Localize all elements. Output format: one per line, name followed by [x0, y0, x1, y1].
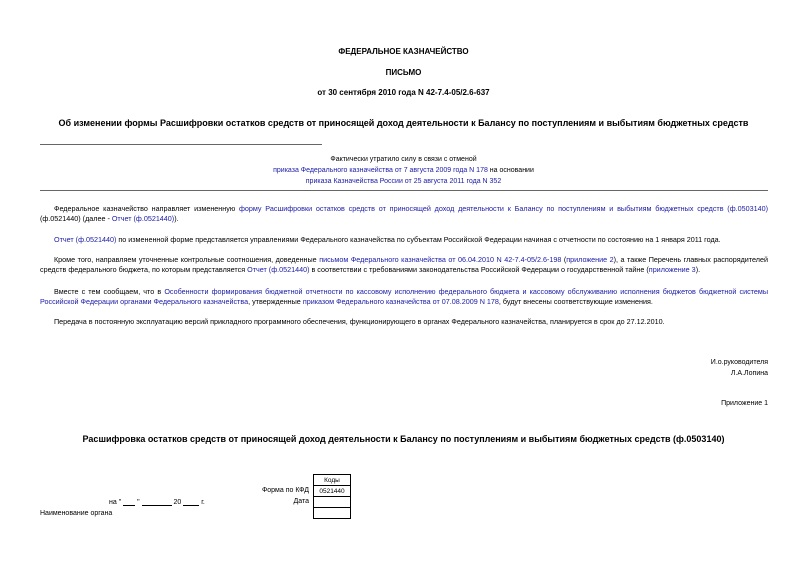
link-appendix-2[interactable]: приложение 2 [566, 255, 614, 264]
date-on-label: на " [109, 499, 122, 506]
paragraph-5 [40, 317, 768, 327]
p2-text-1: по измененной форме представляется управлениями Федерального казначейства по субъектам Российской Федерации начиная с отчетности по состоянию на 1 января 2011 года. [116, 235, 721, 244]
paragraph-3 [40, 255, 768, 275]
form-okud-label: Форма по КФД [261, 487, 309, 494]
year-prefix: 20 [173, 499, 182, 506]
divider-long [40, 190, 768, 191]
document-type: ПИСЬМО [385, 68, 422, 77]
link-order-178[interactable]: приказом Федерального казначейства от 07.08.2009 N 178 [302, 297, 499, 306]
codes-table [313, 474, 351, 519]
status-note-line3 [0, 176, 807, 187]
link-report-0521440-2[interactable]: Отчет (ф.0521440) [54, 235, 117, 244]
p1-text-1: Федеральное казначейство направляет измененную [54, 204, 239, 213]
p4-text-3: , будут внесены соответствующие изменения. [498, 297, 653, 306]
year-field[interactable] [183, 497, 199, 506]
year-suffix: г. [201, 499, 205, 506]
org-name-label: Наименование органа [40, 510, 113, 517]
day-field[interactable] [123, 497, 135, 506]
p4-text-1: Вместе с тем сообщаем, что в [54, 287, 165, 296]
p3-text-2: ( [561, 255, 567, 264]
status-note-link-order-178[interactable]: приказа Федерального казначейства от 7 августа 2009 года N 178 [273, 167, 488, 174]
appendix-title: Расшифровка остатков средств от приносящей доход деятельности к Балансу по поступлениям и выбытиям бюджетных средств (ф.0503140) [82, 434, 725, 444]
codes-header-row [314, 475, 351, 486]
date-label: Дата [293, 498, 309, 505]
codes-date-row [314, 497, 351, 508]
month-field[interactable] [142, 497, 172, 506]
codes-header: Коды [314, 475, 351, 486]
codes-form-row [314, 486, 351, 497]
status-note-link-order-352[interactable]: приказа Казначейства России от 25 августа 2011 года N 352 [305, 178, 502, 185]
signature-position: И.о.руководителя [710, 359, 768, 366]
p3-text-4: в соответствии с требованиями законодательства Российской Федерации о государственной тайне ( [309, 265, 649, 274]
signature-name: Л.А.Лопина [730, 370, 768, 377]
p3-text-3: ), а также Перечень главных распорядителей средств федерального бюджета, по которым представляется [40, 255, 768, 274]
p5-text-1: Передача в постоянную эксплуатацию версий прикладного программного обеспечения, функционирующего в органах Федерального казначейства, планируется в срок до 27.12.2010. [54, 317, 665, 326]
p3-text-5: ). [695, 265, 701, 274]
form-code-cell: 0521440 [314, 486, 351, 497]
p1-text-2: (ф.0521440) (далее - [40, 214, 112, 223]
date-quote-close: " [137, 499, 140, 506]
p3-text-1: Кроме того, направляем уточненные контрольные соотношения, доведенные [54, 255, 320, 264]
org-name: ФЕДЕРАЛЬНОЕ КАЗНАЧЕЙСТВО [338, 47, 469, 56]
paragraph-4 [40, 287, 768, 307]
status-note-line2 [0, 165, 807, 176]
document-date-number: от 30 сентября 2010 года N 42-7.4-05/2.6-637 [317, 88, 490, 97]
link-report-0521440[interactable]: Отчет (ф.0521440) [111, 214, 175, 223]
p4-text-2: , утвержденные [248, 297, 303, 306]
paragraph-2 [40, 235, 768, 245]
document-title: Об изменении формы Расшифровки остатков средств от приносящей доход деятельности к Балансу по поступлениям и выбытиям бюджетных средств [58, 118, 749, 128]
status-note-line1: Фактически утратило силу в связи с отменой [330, 156, 477, 163]
status-note-line2-tail: на основании [487, 167, 534, 174]
link-letter-198[interactable]: письмом Федерального казначейства от 06.04.2010 N 42-7.4-05/2.6-198 [319, 255, 562, 264]
appendix-label: Приложение 1 [721, 400, 768, 407]
report-date-line [109, 497, 205, 506]
empty-code-cell [314, 508, 351, 519]
date-code-cell [314, 497, 351, 508]
status-note [0, 154, 807, 187]
link-reporting-features[interactable]: Особенности формирования бюджетной отчетности по кассовому исполнению федерального бюджета и кассовому обслуживанию исполнения бюджетов бюджетной системы Российской Федерации органами Федерального казначейства [40, 287, 768, 306]
link-report-0521440-3[interactable]: Отчет (ф.0521440) [247, 265, 310, 274]
p1-text-3: ). [174, 214, 179, 223]
paragraph-1 [40, 204, 768, 224]
divider-short [40, 144, 322, 145]
link-form-0503140[interactable]: форму Расшифровки остатков средств от приносящей доход деятельности к Балансу по поступлениям и выбытиям бюджетных средств (ф.0503140) [239, 204, 768, 213]
codes-empty-row [314, 508, 351, 519]
link-appendix-3[interactable]: приложение 3 [648, 265, 696, 274]
